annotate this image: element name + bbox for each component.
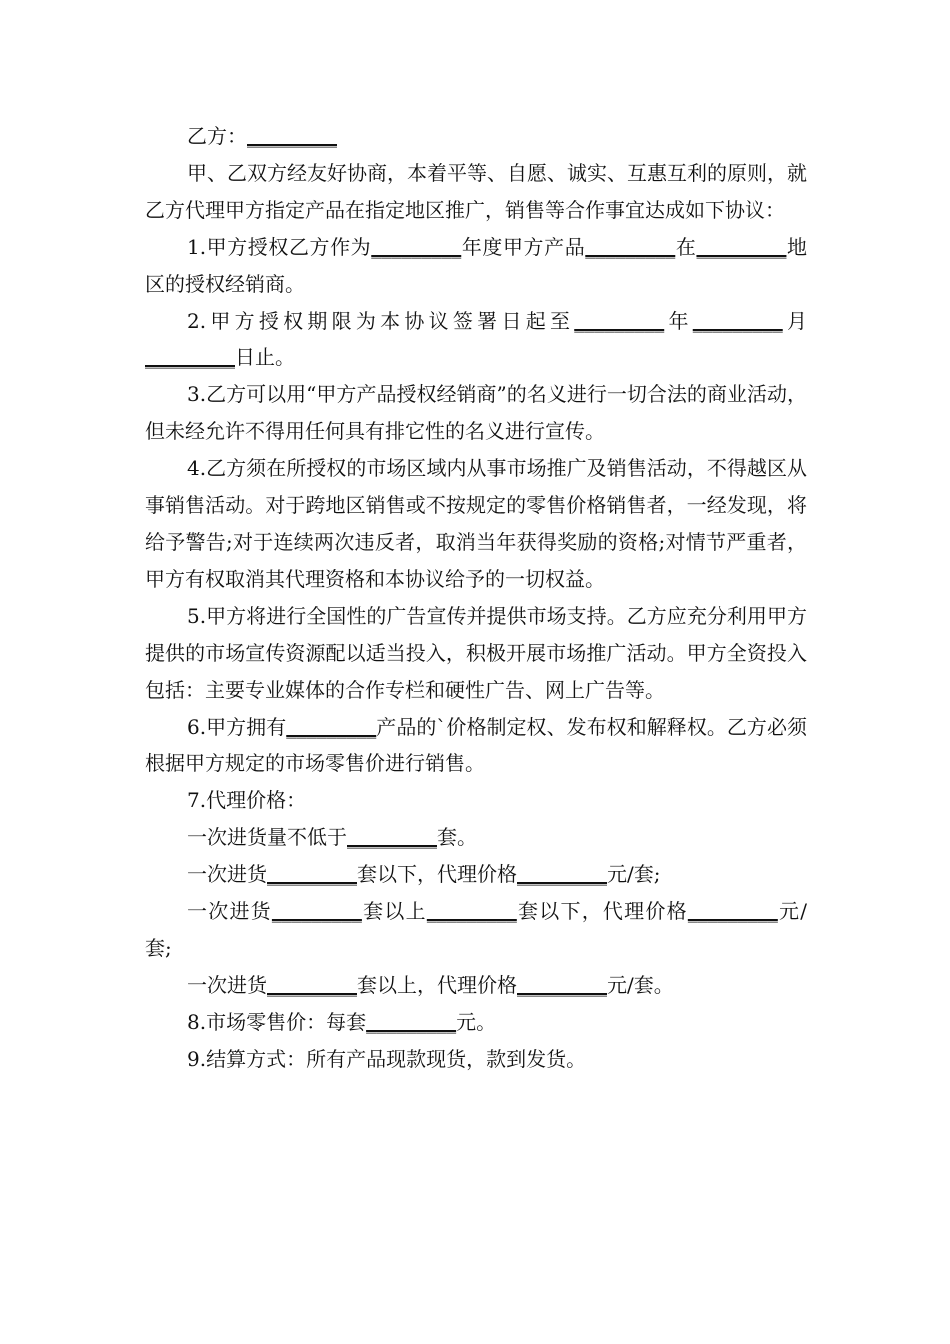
fill-in-blank: _________ <box>247 124 337 148</box>
fill-in-blank: _________ <box>145 345 235 370</box>
fill-in-blank: _________ <box>271 899 362 924</box>
paragraph-text: 元/套。 <box>607 972 674 997</box>
paragraph-text: 年 <box>664 308 693 333</box>
paragraph-text: 乙方： <box>187 124 247 148</box>
paragraph <box>145 450 807 598</box>
paragraph <box>145 598 807 709</box>
paragraph-text: 9.结算方式：所有产品现款现货，款到发货。 <box>187 1046 587 1071</box>
paragraph-text: 元/套; <box>607 862 661 887</box>
paragraph-text: 一次进货量不低于 <box>187 825 347 850</box>
paragraph-text: 月 <box>782 308 808 333</box>
paragraph-text: 1.甲方授权乙方作为 <box>187 234 372 259</box>
fill-in-blank: _________ <box>517 862 607 887</box>
paragraph <box>145 1041 807 1078</box>
paragraph-text: 8.市场零售价：每套 <box>187 1009 367 1034</box>
paragraph-text: 元。 <box>456 1009 497 1034</box>
fill-in-blank: _________ <box>692 308 783 333</box>
paragraph-text: 元/套; <box>145 899 808 960</box>
paragraph-text: 6.甲方拥有 <box>187 714 287 739</box>
paragraph-text: 年度甲方产品 <box>461 234 586 259</box>
fill-in-blank: _________ <box>574 308 665 333</box>
fill-in-blank: _________ <box>371 234 462 259</box>
paragraph-text: 在 <box>675 234 697 259</box>
paragraph-text: 套以上，代理价格 <box>357 972 517 997</box>
paragraph-text: 日止。 <box>235 345 295 370</box>
fill-in-blank: _________ <box>585 234 676 259</box>
paragraph <box>145 819 807 856</box>
paragraph-text: 一次进货 <box>187 899 272 924</box>
paragraph <box>145 376 807 450</box>
paragraph-text: 套以下，代理价格 <box>357 862 517 887</box>
paragraph-text: 7.代理价格： <box>187 788 307 813</box>
fill-in-blank: _________ <box>267 972 357 997</box>
fill-in-blank: _________ <box>426 899 517 924</box>
paragraph <box>145 856 807 893</box>
fill-in-blank: _________ <box>687 899 778 924</box>
paragraph-text: 2.甲方授权期限为本协议签署日起至 <box>187 308 575 333</box>
paragraph <box>145 155 807 229</box>
paragraph <box>145 967 807 1004</box>
paragraph-text: 3.乙方可以用“甲方产品授权经销商”的名义进行一切合法的商业活动，但未经允许不得用任何具有排它性的名义进行宣传。 <box>145 382 807 444</box>
paragraph-text: 4.乙方须在所授权的市场区域内从事市场推广及销售活动，不得越区从事销售活动。对于跨地区销售或不按规定的零售价格销售者，一经发现，将给予警告;对于连续两次违反者，取消当年获得奖励的资格;对情节严重者，甲方有权取消其代理资格和本协议给予的一切权益。 <box>145 456 807 591</box>
fill-in-blank: _________ <box>517 972 607 997</box>
paragraph-text: 套。 <box>437 825 477 850</box>
document-body <box>145 118 807 1078</box>
paragraph-text: 套以上 <box>361 899 427 924</box>
paragraph <box>145 118 807 155</box>
paragraph-text: 一次进货 <box>187 862 267 887</box>
paragraph-text: 产品的`价格制定权、发布权和解释权。乙方必须根据甲方规定的市场零售价进行销售。 <box>145 714 807 776</box>
paragraph <box>145 893 807 967</box>
paragraph <box>145 229 807 303</box>
fill-in-blank: _________ <box>347 825 437 850</box>
fill-in-blank: _________ <box>696 234 787 259</box>
paragraph <box>145 303 807 377</box>
paragraph-text: 5.甲方将进行全国性的广告宣传并提供市场支持。乙方应充分利用甲方提供的市场宣传资源配以适当投入，积极开展市场推广活动。甲方全资投入包括：主要专业媒体的合作专栏和硬性广告、网上广告等。 <box>145 603 807 702</box>
fill-in-blank: _________ <box>366 1009 457 1034</box>
paragraph <box>145 1004 807 1041</box>
paragraph-text: 一次进货 <box>187 972 267 997</box>
paragraph <box>145 782 807 819</box>
paragraph-text: 套以下，代理价格 <box>516 899 688 924</box>
paragraph-text: 甲、乙双方经友好协商，本着平等、自愿、诚实、互惠互利的原则，就乙方代理甲方指定产品在指定地区推广，销售等合作事宜达成如下协议： <box>145 160 807 222</box>
paragraph-text: 地区的授权经销商。 <box>145 234 808 296</box>
fill-in-blank: _________ <box>267 862 357 887</box>
paragraph <box>145 709 807 783</box>
fill-in-blank: _________ <box>286 714 377 739</box>
